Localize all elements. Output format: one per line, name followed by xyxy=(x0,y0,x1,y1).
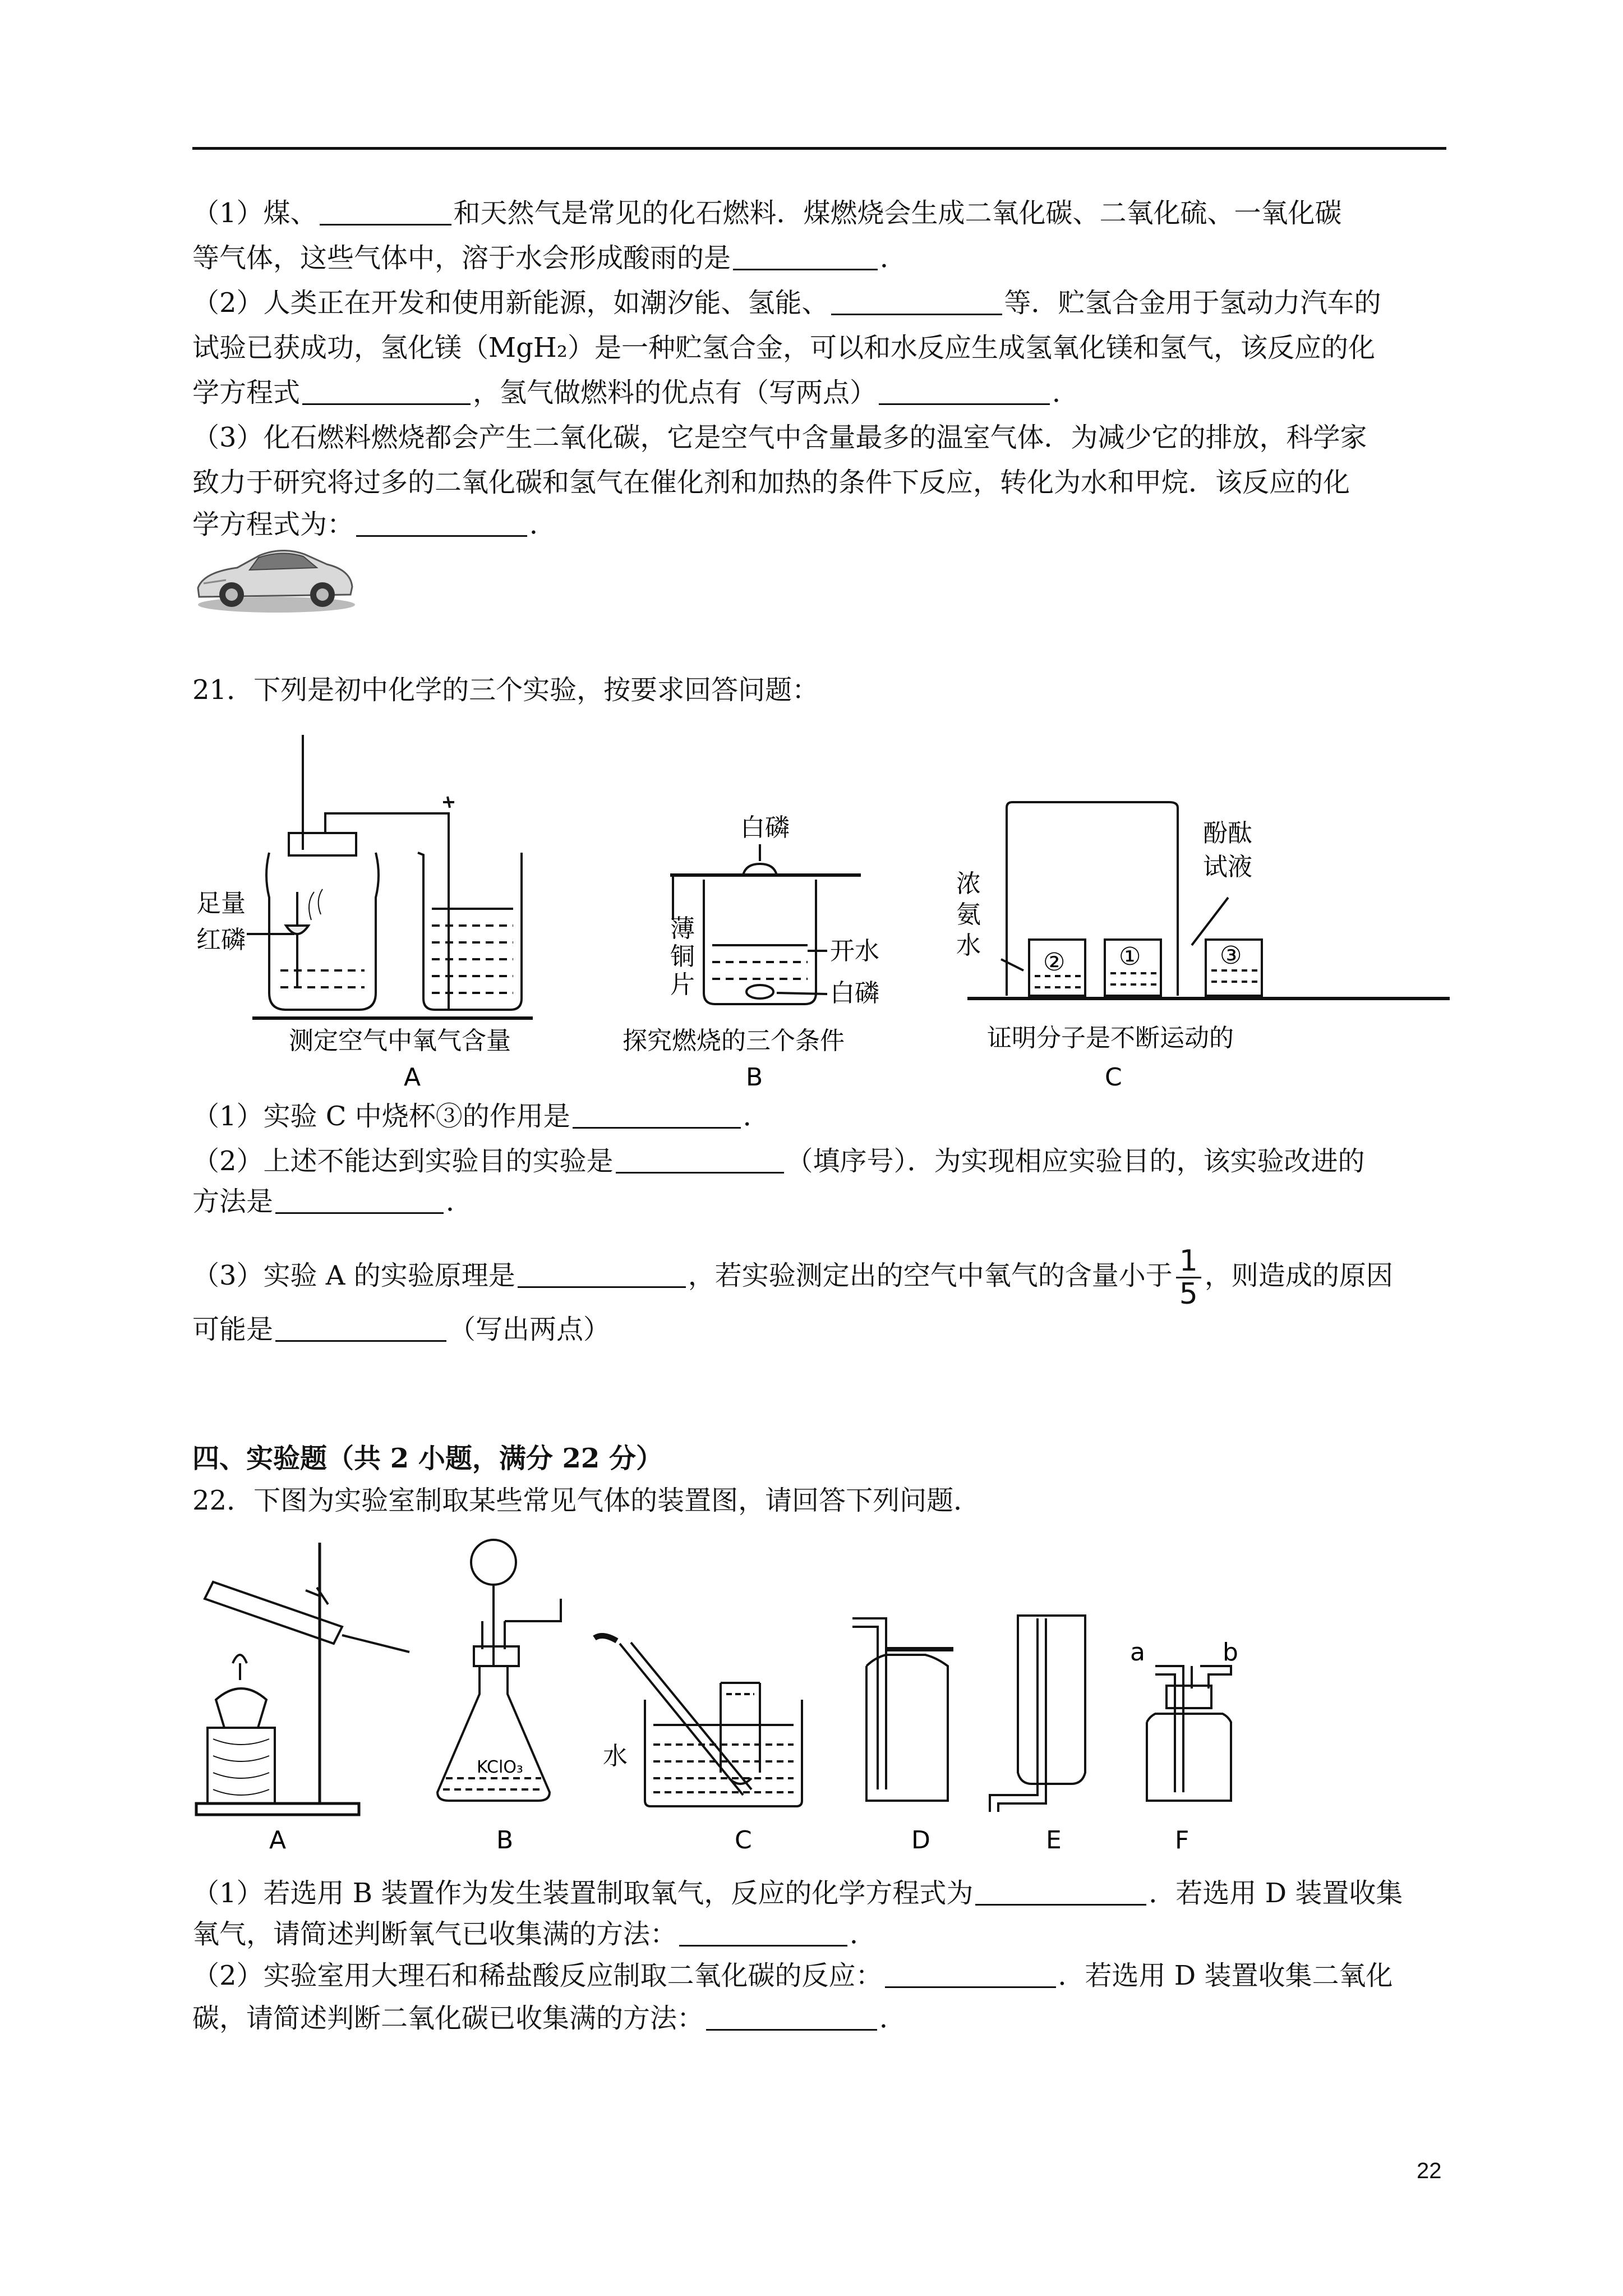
beaker-2-label: ② xyxy=(1043,948,1066,977)
answer-blank[interactable] xyxy=(733,244,878,270)
figure-b-combustion xyxy=(620,802,911,1094)
label-red-phosphorus-2: 红磷 xyxy=(196,926,246,954)
label-phenolphthalein-2: 试液 xyxy=(1203,853,1252,881)
answer-blank[interactable] xyxy=(975,1879,1146,1906)
q20-line-1: （1）煤、 和天然气是常见的化石燃料．煤燃烧会生成二氧化碳、二氧化硫、一氧化碳 xyxy=(192,197,1342,229)
q20-line-3: （2）人类正在开发和使用新能源，如潮汐能、氢能、 等．贮氢合金用于氢动力汽车的 xyxy=(192,287,1381,319)
figure-letter-c: C xyxy=(735,1826,752,1855)
q22-part-1: （1）若选用 B 装置作为发生装置制取氧气，反应的化学方程式为 ．若选用 D 装置收集 xyxy=(192,1878,1403,1909)
q20-line-2: 等气体，这些气体中，溶于水会形成酸雨的是 ． xyxy=(192,242,907,274)
q21-stem: 21．下列是初中化学的三个实验，按要求回答问题： xyxy=(192,674,819,706)
caption-c: 证明分子是不断运动的 xyxy=(987,1024,1234,1052)
figure-letter-e: E xyxy=(1046,1826,1062,1855)
q21-part-3: （3）实验 A 的实验原理是 ，若实验测定出的空气中氧气的含量小于 $\frac{1}{5}$ ，则造成的原因 xyxy=(192,1244,1393,1311)
q20-line-4: 试验已获成功，氢化镁（MgH₂）是一种贮氢合金，可以和水反应生成氢氧化镁和氢气，该反应的化 xyxy=(192,332,1375,364)
figure-letter-d: D xyxy=(911,1826,930,1855)
figure-c-molecule-motion xyxy=(956,797,1461,1094)
figure-letter-b: B xyxy=(746,1063,763,1092)
answer-blank[interactable] xyxy=(275,1315,446,1342)
answer-blank[interactable] xyxy=(320,199,451,226)
label-copper-3: 片 xyxy=(670,970,695,999)
beaker-3-label: ③ xyxy=(1220,941,1242,970)
label-red-phosphorus-1: 足量 xyxy=(196,889,246,918)
answer-blank[interactable] xyxy=(573,1102,741,1129)
q20-line-5: 学方程式 ，氢气做燃料的优点有（写两点） ． xyxy=(192,377,1080,408)
q21-part-3b: 可能是 （写出两点） xyxy=(192,1314,611,1345)
answer-blank[interactable] xyxy=(616,1147,784,1174)
figure-letter-b: B xyxy=(496,1826,514,1855)
label-reagent: KClO₃ xyxy=(477,1757,523,1777)
caption-b: 探究燃烧的三个条件 xyxy=(623,1027,845,1055)
figure-letter-c: C xyxy=(1105,1063,1122,1092)
answer-blank[interactable] xyxy=(518,1262,686,1288)
label-ammonia-3: 水 xyxy=(956,931,981,960)
figure-letter-f: F xyxy=(1175,1826,1189,1855)
q22-part-2b: 碳，请简述判断二氧化碳已收集满的方法： ． xyxy=(192,2003,907,2034)
header-rule xyxy=(192,147,1446,150)
q21-part-2: （2）上述不能达到实验目的实验是 （填序号）．为实现相应实验目的，该实验改进的 xyxy=(192,1145,1365,1177)
label-phenolphthalein-1: 酚酞 xyxy=(1203,819,1252,848)
car-image xyxy=(192,539,355,617)
page-number: 22 xyxy=(1417,2159,1442,2183)
figure-letter-a: A xyxy=(404,1063,421,1092)
q20-line-6: （3）化石燃料燃烧都会产生二氧化碳，它是空气中含量最多的温室气体．为减少它的排放，科学家 xyxy=(192,422,1367,453)
q22-part-1b: 氧气，请简述判断氧气已收集满的方法： ． xyxy=(192,1918,877,1950)
answer-blank[interactable] xyxy=(302,379,471,405)
caption-a: 测定空气中氧气含量 xyxy=(289,1027,511,1055)
beaker-1-label: ① xyxy=(1119,942,1141,971)
answer-blank[interactable] xyxy=(356,510,527,537)
label-copper-1: 薄 xyxy=(670,914,695,943)
label-white-phosphorus-under: 白磷 xyxy=(830,979,879,1007)
figure-gas-apparatus-row xyxy=(191,1537,1447,1857)
label-copper-2: 铜 xyxy=(670,942,695,971)
fraction-one-fifth: $\frac{1}{5}$ xyxy=(1176,1245,1201,1310)
answer-blank[interactable] xyxy=(879,379,1050,405)
q22-stem: 22．下图为实验室制取某些常见气体的装置图，请回答下列问题． xyxy=(192,1485,981,1516)
q22-part-2: （2）实验室用大理石和稀盐酸反应制取二氧化碳的反应： ．若选用 D 装置收集二氧化 xyxy=(192,1960,1393,1991)
section-heading: 四、实验题（共 2 小题，满分 22 分） xyxy=(192,1443,663,1474)
q20-line-7: 致力于研究将过多的二氧化碳和氢气在催化剂和加热的条件下反应，转化为水和甲烷．该反应的化 xyxy=(192,467,1350,498)
q20-line-8: 学方程式为： ． xyxy=(192,509,557,540)
answer-blank[interactable] xyxy=(885,1962,1056,1988)
q21-part-2b: 方法是 ． xyxy=(192,1186,473,1217)
label-ammonia-2: 氨 xyxy=(956,900,981,929)
answer-blank[interactable] xyxy=(275,1188,444,1214)
figure-letter-a: A xyxy=(269,1826,287,1855)
label-port-b: b xyxy=(1223,1638,1238,1667)
q21-part-1: （1）实验 C 中烧杯③的作用是 ． xyxy=(192,1101,770,1132)
answer-blank[interactable] xyxy=(679,1920,847,1947)
answer-blank[interactable] xyxy=(831,289,1002,315)
label-water: 水 xyxy=(603,1742,628,1770)
figure-a-oxygen-apparatus xyxy=(196,735,623,1094)
label-white-phosphorus-top: 白磷 xyxy=(740,813,790,842)
label-ammonia-1: 浓 xyxy=(956,869,981,898)
label-port-a: a xyxy=(1130,1638,1145,1667)
answer-blank[interactable] xyxy=(706,2004,877,2031)
label-hot-water: 开水 xyxy=(830,937,879,965)
